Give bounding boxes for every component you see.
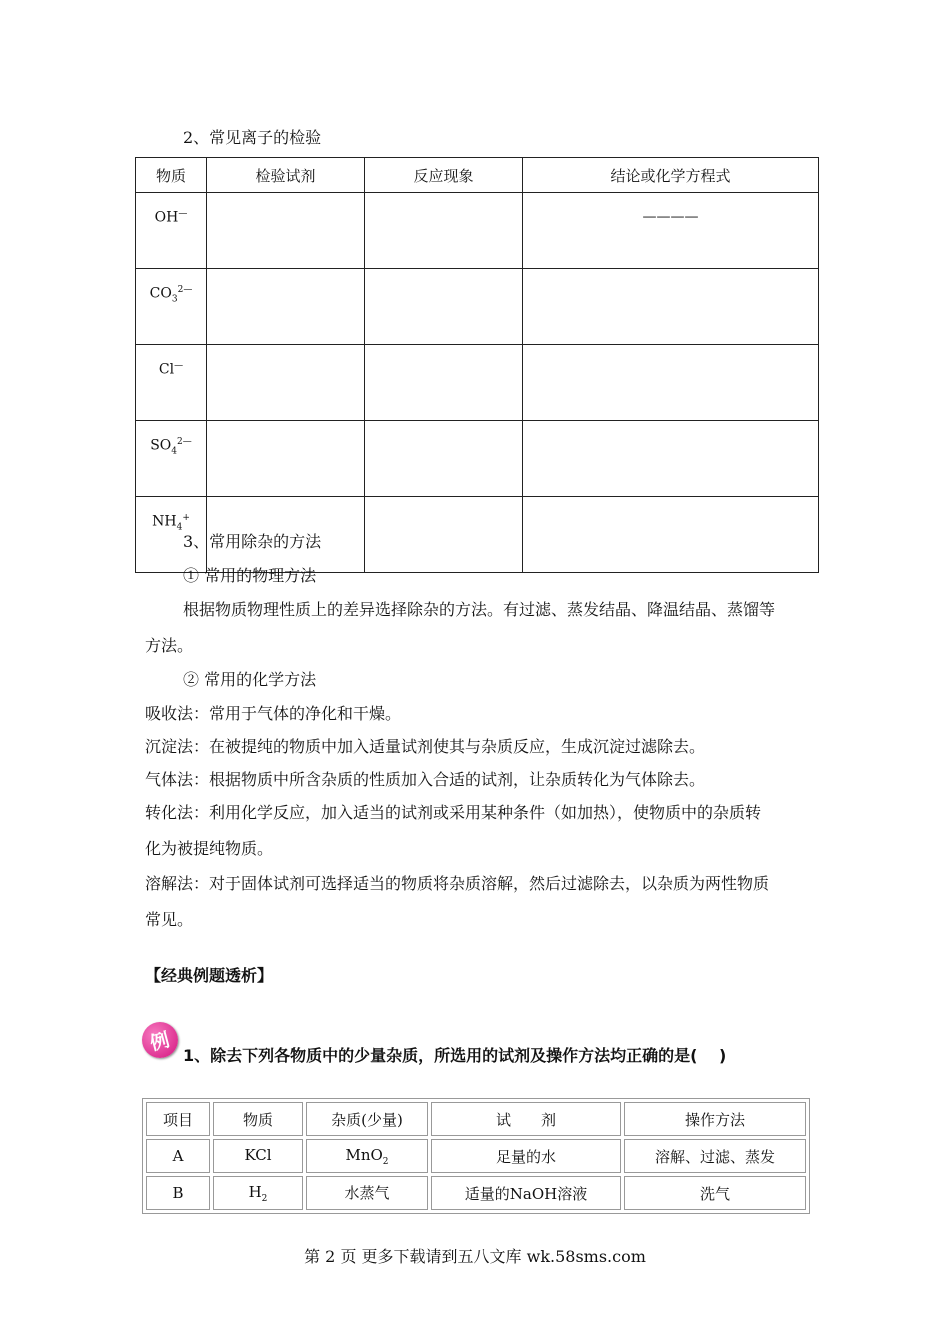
- page-footer: 第 2 页 更多下载请到五八文库 wk.58sms.com: [304, 1247, 646, 1266]
- dissolve-method-2: 常见。: [145, 910, 194, 929]
- physical-method-text-2: 方法。: [145, 636, 194, 655]
- substance-cell: KCl: [213, 1139, 303, 1173]
- reagent-cell: [207, 345, 365, 421]
- examples-heading: 【经典例题透析】: [145, 966, 274, 985]
- reagent-cell: [207, 269, 365, 345]
- impurity-cell: 水蒸气: [306, 1176, 428, 1210]
- ion-cell: $SO_4^{2—}$: [136, 421, 207, 497]
- section-3-heading: 3、常用除杂的方法: [183, 532, 322, 551]
- header-substance: 物质: [136, 158, 207, 193]
- phenomenon-cell: [365, 345, 523, 421]
- ion-test-table: [135, 157, 819, 573]
- ion-cell: $CO_3^{2—}$: [136, 269, 207, 345]
- table-row: [136, 269, 819, 345]
- reagent-cell: 适量的NaOH溶液: [431, 1176, 621, 1210]
- example-table-frame: [142, 1098, 810, 1214]
- table-row: [146, 1176, 806, 1210]
- absorb-method: 吸收法：常用于气体的净化和干燥。: [145, 704, 402, 723]
- header-method: 操作方法: [624, 1102, 806, 1136]
- conclusion-cell: [523, 421, 819, 497]
- header-conclusion: 结论或化学方程式: [523, 158, 819, 193]
- phenomenon-cell: [365, 497, 523, 573]
- convert-method-2: 化为被提纯物质。: [145, 839, 274, 858]
- convert-method-1: 转化法：利用化学反应，加入适当的试剂或采用某种条件（如加热），使物质中的杂质转: [145, 803, 762, 822]
- table-row: [146, 1139, 806, 1173]
- header-reagent: 检验试剂: [207, 158, 365, 193]
- header-reagent: 试 剂: [431, 1102, 621, 1136]
- header-item: 项目: [146, 1102, 210, 1136]
- chemical-method-heading: ② 常用的化学方法: [183, 670, 317, 689]
- table-row: [136, 421, 819, 497]
- substance-cell: $H_2$: [213, 1176, 303, 1210]
- example-table: [143, 1099, 809, 1213]
- ion-cell: OH—: [136, 193, 207, 269]
- impurity-cell: MnO$_2$: [306, 1139, 428, 1173]
- example-badge-icon: 例: [142, 1022, 178, 1058]
- section-2-heading: 2、常见离子的检验: [183, 128, 322, 147]
- reagent-cell: [207, 421, 365, 497]
- conclusion-cell: [523, 497, 819, 573]
- precipitate-method: 沉淀法：在被提纯的物质中加入适量试剂使其与杂质反应，生成沉淀过滤除去。: [145, 737, 706, 756]
- example-question: 1、除去下列各物质中的少量杂质，所选用的试剂及操作方法均正确的是( ): [183, 1046, 727, 1065]
- dissolve-method-1: 溶解法：对于固体试剂可选择适当的物质将杂质溶解，然后过滤除去，以杂质为两性物质: [145, 874, 770, 893]
- gas-method: 气体法：根据物质中所含杂质的性质加入合适的试剂，让杂质转化为气体除去。: [145, 770, 706, 789]
- conclusion-cell: [523, 345, 819, 421]
- phenomenon-cell: [365, 421, 523, 497]
- reagent-cell: 足量的水: [431, 1139, 621, 1173]
- table-row: [136, 193, 819, 269]
- header-substance: 物质: [213, 1102, 303, 1136]
- conclusion-cell: ————: [523, 193, 819, 269]
- ion-cell: Cl—: [136, 345, 207, 421]
- phenomenon-cell: [365, 269, 523, 345]
- method-cell: 溶解、过滤、蒸发: [624, 1139, 806, 1173]
- item-cell: A: [146, 1139, 210, 1173]
- phenomenon-cell: [365, 193, 523, 269]
- reagent-cell: [207, 193, 365, 269]
- conclusion-cell: [523, 269, 819, 345]
- header-impurity: 杂质(少量): [306, 1102, 428, 1136]
- table-row: [136, 345, 819, 421]
- table-header-row: [136, 158, 819, 193]
- header-phenomenon: 反应现象: [365, 158, 523, 193]
- item-cell: B: [146, 1176, 210, 1210]
- method-cell: 洗气: [624, 1176, 806, 1210]
- physical-method-text-1: 根据物质物理性质上的差异选择除杂的方法。有过滤、蒸发结晶、降温结晶、蒸馏等: [183, 600, 776, 619]
- ion-cell: $NH_4^+$: [136, 497, 207, 573]
- table-header-row: [146, 1102, 806, 1136]
- physical-method-heading: ① 常用的物理方法: [183, 566, 317, 585]
